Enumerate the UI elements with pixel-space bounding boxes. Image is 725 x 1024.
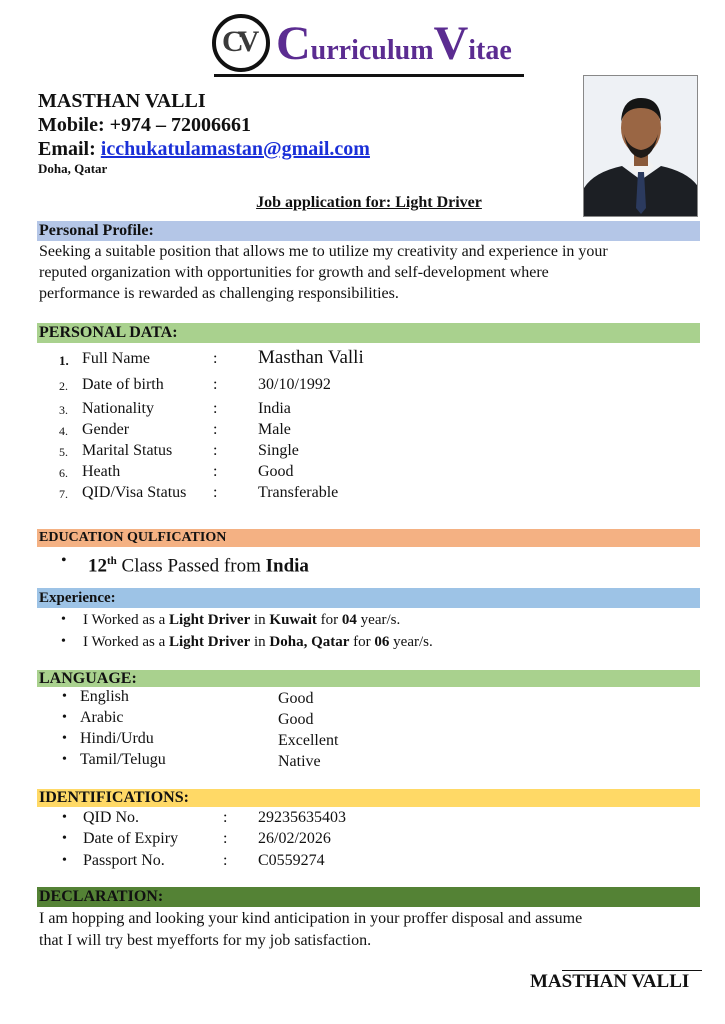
personal-profile-heading: Personal Profile: bbox=[37, 221, 700, 241]
cv-logo-circle bbox=[212, 14, 270, 72]
bullet-icon: • bbox=[62, 810, 67, 825]
bullet-icon: • bbox=[61, 612, 66, 627]
language-heading: LANGUAGE: bbox=[37, 670, 700, 687]
bullet-icon: • bbox=[61, 634, 66, 649]
education-heading: EDUCATION QULFICATION bbox=[37, 529, 700, 547]
mobile-number: Mobile: +974 – 72006661 bbox=[38, 114, 252, 136]
personal-data-row: 4. Gender : Male bbox=[59, 421, 291, 438]
language-item: • English Good bbox=[62, 688, 314, 707]
personal-data-row: 7. QID/Visa Status : Transferable bbox=[59, 484, 339, 501]
language-item: • Tamil/Telugu Native bbox=[62, 751, 321, 770]
email-label: Email: bbox=[38, 138, 101, 160]
bullet-icon: • bbox=[62, 853, 67, 868]
bullet-icon: • bbox=[62, 689, 67, 704]
cv-logo-title: CurriculumVitae bbox=[276, 17, 512, 70]
personal-data-row: 3. Nationality : India bbox=[59, 400, 291, 417]
personal-data-row: 1. Full Name : Masthan Valli bbox=[59, 347, 364, 368]
declaration-text: I am hopping and looking your kind anticipation in your proffer disposal and assume that I will try best myefforts for my job satisfaction. bbox=[39, 910, 583, 949]
bullet-icon: • bbox=[62, 831, 67, 846]
logo-underline bbox=[214, 74, 524, 77]
identifications-heading: IDENTIFICATIONS: bbox=[37, 789, 700, 807]
identification-row: • Passport No. : C0559274 bbox=[62, 852, 325, 869]
experience-heading: Experience: bbox=[37, 588, 700, 608]
bullet-icon: • bbox=[61, 552, 67, 569]
declaration-heading: DECLARATION: bbox=[37, 887, 700, 907]
personal-data-row: 5. Marital Status : Single bbox=[59, 442, 299, 459]
experience-item: • I Worked as a Light Driver in Kuwait for 04 year/s. bbox=[61, 612, 401, 628]
bullet-icon: • bbox=[62, 731, 67, 746]
personal-data-row: 6. Heath : Good bbox=[59, 463, 294, 480]
job-application-title: Job application for: Light Driver bbox=[256, 194, 482, 211]
identification-row: • Date of Expiry : 26/02/2026 bbox=[62, 830, 331, 847]
language-item: • Arabic Good bbox=[62, 709, 314, 728]
bullet-icon: • bbox=[62, 710, 67, 725]
language-item: • Hindi/Urdu Excellent bbox=[62, 730, 339, 749]
candidate-name: MASTHAN VALLI bbox=[38, 90, 206, 112]
city: Doha, Qatar bbox=[38, 161, 108, 176]
cv-logo-initials: CV bbox=[222, 25, 254, 58]
email-link[interactable]: icchukatulamastan@gmail.com bbox=[100, 138, 370, 160]
personal-profile-text: Seeking a suitable position that allows me to utilize my creativity and experience in your reputed organization with opportunities for growth and self-development where performance is rewarded as challenging responsibilities. bbox=[39, 243, 608, 302]
bullet-icon: • bbox=[62, 752, 67, 767]
signature-name: MASTHAN VALLI bbox=[530, 971, 690, 992]
cv-logo bbox=[212, 12, 532, 82]
personal-data-heading: PERSONAL DATA: bbox=[37, 323, 700, 343]
experience-item: • I Worked as a Light Driver in Doha, Qatar for 06 year/s. bbox=[61, 634, 433, 650]
personal-data-row: 2. Date of birth : 30/10/1992 bbox=[59, 376, 331, 393]
education-item: • 12th Class Passed from India bbox=[0, 549, 725, 573]
email-line bbox=[38, 137, 370, 161]
identification-row: • QID No. : 29235635403 bbox=[62, 809, 346, 826]
